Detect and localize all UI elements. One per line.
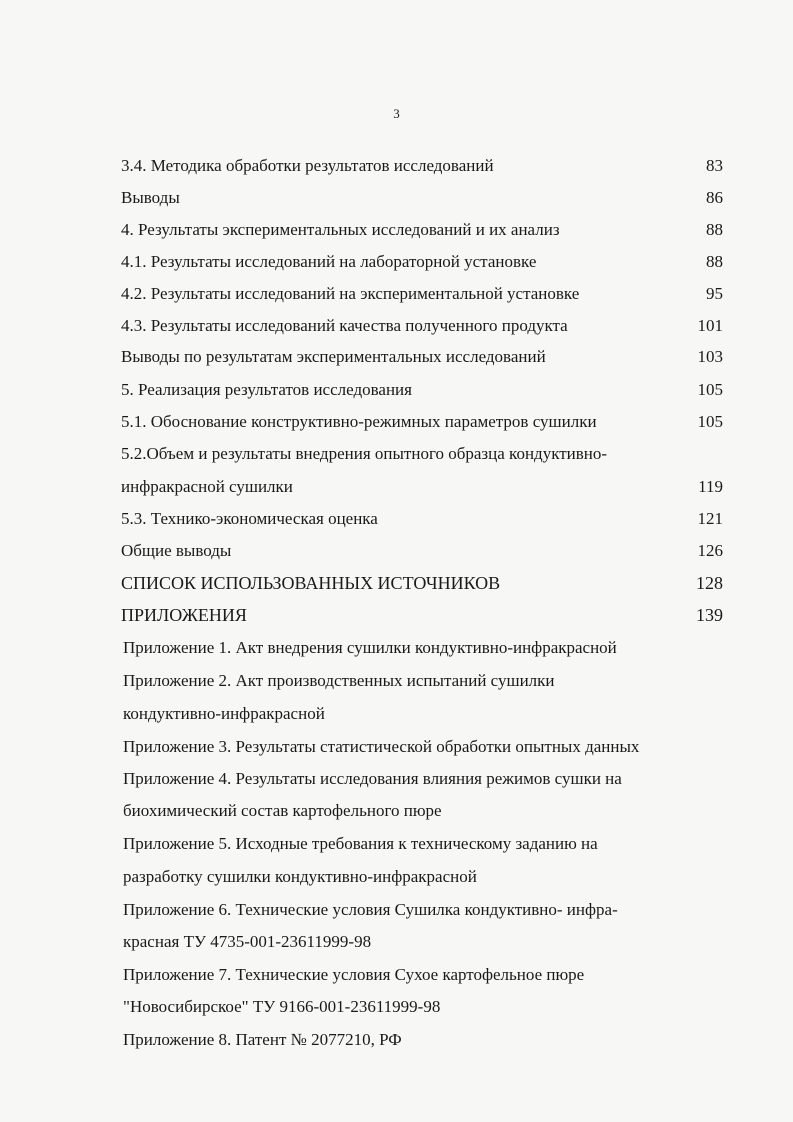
toc-page: 101 (697, 316, 723, 335)
toc-title: 5.1. Обоснование конструктивно-режимных параметров сушилки (121, 412, 597, 431)
toc-title: Выводы (121, 188, 180, 207)
toc-row (121, 412, 723, 432)
appendix-line: Приложение 8. Патент № 2077210, РФ (123, 1030, 402, 1049)
toc-page: 119 (698, 477, 723, 496)
toc-title: Общие выводы (121, 541, 232, 560)
appendix-line: Приложение 6. Технические условия Сушилка кондуктивно- инфра- (123, 900, 618, 919)
appendix-line: Приложение 4. Результаты исследования влияния режимов сушки на (123, 769, 622, 788)
toc-title: 4. Результаты экспериментальных исследований и их анализ (121, 220, 560, 239)
toc-page: 105 (697, 412, 723, 431)
toc-page: 128 (696, 573, 723, 593)
appendix-line: Приложение 1. Акт внедрения сушилки кондуктивно-инфракрасной (123, 638, 617, 657)
toc-title: 5.3. Технико-экономическая оценка (121, 509, 378, 528)
appendix-line: кондуктивно-инфракрасной (123, 704, 325, 723)
toc-row (121, 156, 723, 176)
toc-row (121, 284, 723, 304)
toc-page: 126 (697, 541, 723, 560)
toc-title: ПРИЛОЖЕНИЯ (121, 605, 247, 625)
toc-page: 121 (697, 509, 723, 528)
toc-title: Выводы по результатам экспериментальных исследований (121, 347, 546, 366)
toc-row (121, 444, 723, 464)
toc-title: 4.1. Результаты исследований на лабораторной установке (121, 252, 537, 271)
toc-row (121, 509, 723, 529)
toc-row (121, 605, 723, 625)
toc-row (121, 477, 723, 497)
toc-title: 5.2.Объем и результаты внедрения опытного образца кондуктивно- (121, 444, 608, 463)
toc-row (121, 188, 723, 208)
toc-row (121, 541, 723, 561)
toc-row (121, 220, 723, 240)
toc-title: СПИСОК ИСПОЛЬЗОВАННЫХ ИСТОЧНИКОВ (121, 573, 501, 593)
toc-title: 5. Реализация результатов исследования (121, 380, 412, 399)
toc-title: 4.2. Результаты исследований на экспериментальной установке (121, 284, 580, 303)
toc-page: 95 (706, 284, 723, 303)
toc-title: 3.4. Методика обработки результатов исследований (121, 156, 494, 175)
appendix-line: биохимический состав картофельного пюре (123, 801, 442, 820)
toc-page: 83 (706, 156, 723, 175)
toc-page: 88 (706, 252, 723, 271)
appendix-line: Приложение 5. Исходные требования к техническому заданию на (123, 834, 598, 853)
appendix-line: красная ТУ 4735-001-23611999-98 (123, 932, 372, 951)
appendix-line: Приложение 2. Акт производственных испытаний сушилки (123, 671, 555, 690)
toc-row (121, 316, 723, 336)
appendix-line: Приложение 3. Результаты статистической обработки опытных данных (123, 737, 640, 756)
toc-row (121, 252, 723, 272)
toc-page: 88 (706, 220, 723, 239)
appendix-line: Приложение 7. Технические условия Сухое картофельное пюре (123, 965, 585, 984)
toc-page: 139 (696, 605, 723, 625)
toc-title: инфракрасной сушилки (121, 477, 293, 496)
toc-row (121, 347, 723, 367)
toc-row (121, 573, 723, 593)
page-number: 3 (393, 106, 400, 121)
toc-page: 86 (706, 188, 723, 207)
appendix-line: разработку сушилки кондуктивно-инфракрасной (123, 867, 477, 886)
appendix-line: "Новосибирское" ТУ 9166-001-23611999-98 (123, 997, 441, 1016)
toc-page: 103 (697, 347, 723, 366)
toc-page: 105 (697, 380, 723, 399)
toc-title: 4.3. Результаты исследований качества полученного продукта (121, 316, 568, 335)
toc-row (121, 380, 723, 400)
